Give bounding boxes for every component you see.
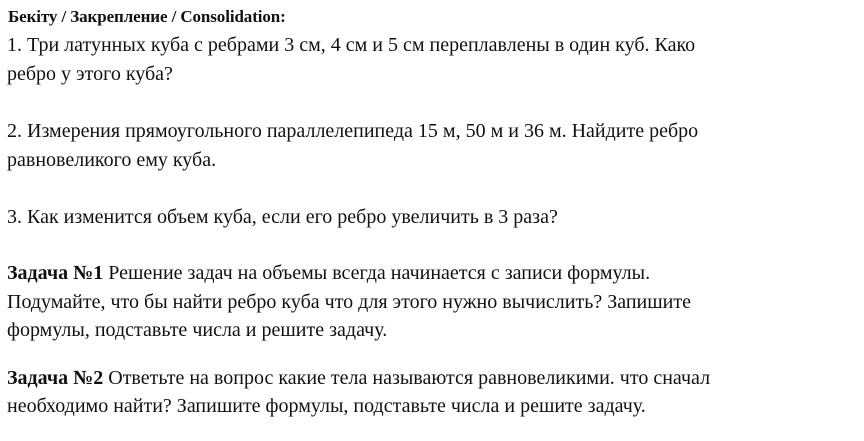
task-1-label: Задача №1 (7, 262, 104, 284)
consolidation-heading: Бекіту / Закрепление / Consolidation: (8, 7, 286, 26)
task-1-line-2: Подумайте, что бы найти ребро куба что для этого нужно вычислить? Запишите (7, 291, 691, 313)
task-1-text-1: Решение задач на объемы всегда начинается с записи формулы. (103, 262, 651, 284)
question-1-line-1: 1. Три латунных куба с ребрами 3 см, 4 см и 5 см переплавлены в один куб. Како (7, 34, 696, 56)
question-2-line-2: равновеликого ему куба. (7, 149, 217, 171)
question-1-line-2: ребро у этого куба? (7, 63, 173, 85)
task-2-label: Задача №2 (7, 367, 104, 389)
task-2-line-1 (7, 366, 710, 390)
task-1-line-3: формулы, подставьте числа и решите задачу. (7, 319, 388, 341)
task-1-line-1 (7, 261, 650, 285)
task-2-text-1: Ответьте на вопрос какие тела называются равновеликими. что сначал (103, 367, 711, 389)
question-2-line-1: 2. Измерения прямоугольного параллелепипеда 15 м, 50 м и 36 м. Найдите ребро (7, 120, 699, 142)
question-3-line-1: 3. Как изменится объем куба, если его ребро увеличить в 3 раза? (7, 206, 558, 228)
task-2-line-2: необходимо найти? Запишите формулы, подставьте числа и решите задачу. (7, 395, 646, 417)
